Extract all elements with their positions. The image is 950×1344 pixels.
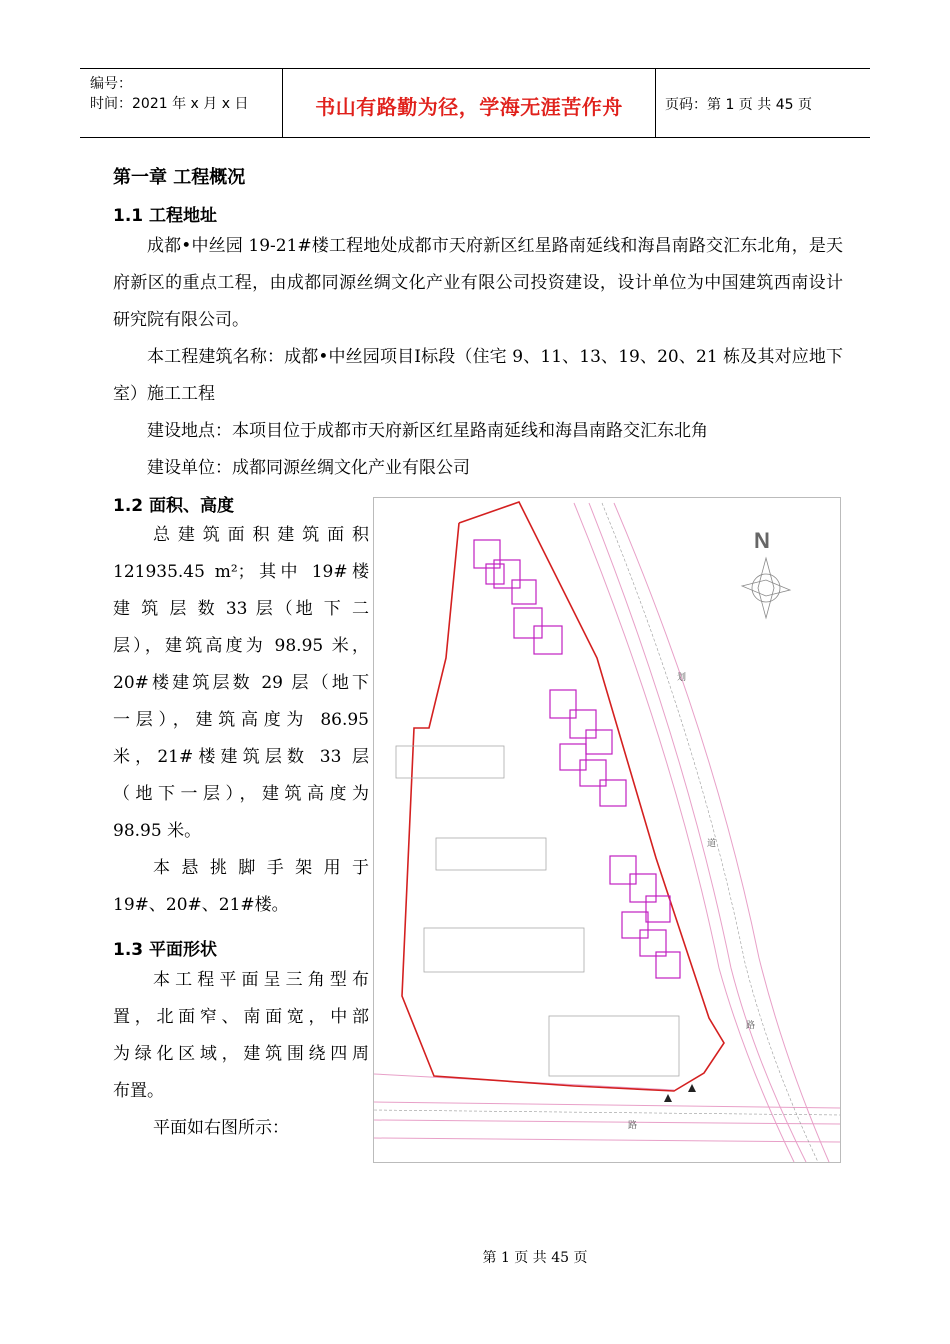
- compass-icon: [742, 558, 790, 618]
- road-label: 路: [628, 1121, 638, 1131]
- header-motto-cell: [282, 69, 656, 137]
- text-line: 本 悬 挑 脚 手 架 用 于: [153, 858, 369, 878]
- page-header: [80, 68, 870, 138]
- text-line: 本工程平面呈三角型布: [153, 970, 369, 990]
- section-title-1-3: 1.3 平面形状: [113, 940, 218, 960]
- doc-number-label: 编号：: [90, 76, 132, 92]
- north-label: N: [754, 528, 770, 553]
- text-line: 20#楼建筑层数 29 层（地下: [113, 673, 369, 693]
- site-plan-figure: [373, 497, 841, 1163]
- text-line: 层），建筑高度为 98.95 米，: [113, 636, 369, 656]
- text-line: 平面如右图所示：: [153, 1118, 289, 1138]
- paragraph: 建设地点：本项目位于成都市天府新区红星路南延线和海昌南路交汇东北角: [147, 421, 708, 441]
- header-page-number: 页码：第 1 页 共 45 页: [665, 97, 812, 113]
- header-motto: 书山有路勤为径，学海无涯苦作舟: [315, 95, 623, 119]
- road-label: 道: [707, 839, 717, 849]
- text-line: 121935.45 m²；其中 19#楼: [113, 562, 369, 582]
- section-title-1-2: 1.2 面积、高度: [113, 496, 235, 516]
- section-title-1-1: 1.1 工程地址: [113, 206, 218, 226]
- road-label: 路: [746, 1021, 756, 1031]
- section-1-3-body: [113, 962, 369, 1147]
- doc-date-label: 时间：2021 年 x 月 x 日: [90, 96, 249, 112]
- chapter-title: 第一章 工程概况: [113, 167, 246, 188]
- text-line: 19#、20#、21#楼。: [113, 895, 289, 915]
- page-footer: 第 1 页 共 45 页: [482, 1250, 588, 1266]
- text-line: 布置。: [113, 1081, 164, 1101]
- section-1-2-body: [113, 517, 369, 924]
- section-1-1-body: [113, 228, 843, 487]
- text-line: 总 建 筑 面 积 建 筑 面 积: [153, 525, 369, 545]
- paragraph: 建设单位：成都同源丝绸文化产业有限公司: [147, 458, 470, 478]
- text-line: 米，21#楼建筑层数 33 层: [113, 747, 369, 767]
- road-label: 划: [677, 673, 687, 683]
- buildings-colored: [474, 540, 680, 978]
- text-line: 建 筑 层 数 33 层（地 下 二: [113, 599, 369, 619]
- paragraph: 成都•中丝园 19-21#楼工程地处成都市天府新区红星路南延线和海昌南路交汇东北角，是天府新区的重点工程，由成都同源丝绸文化产业有限公司投资建设，设计单位为中国建筑西南设计研究院有限公司。: [113, 236, 843, 330]
- text-line: 为绿化区域，建筑围绕四周: [113, 1044, 369, 1064]
- header-meta-cell: [80, 69, 282, 137]
- site-plan-drawing: [374, 498, 840, 1162]
- text-line: （地下一层），建筑高度为: [113, 784, 369, 804]
- text-line: 98.95 米。: [113, 821, 202, 841]
- paragraph: 本工程建筑名称：成都•中丝园项目Ⅰ标段（住宅 9、11、13、19、20、21 栋及其对应地下室）施工工程: [113, 347, 843, 404]
- site-boundary: [402, 502, 724, 1091]
- text-line: 一层），建筑高度为 86.95: [113, 710, 369, 730]
- buildings-grey: [396, 746, 679, 1076]
- header-page-cell: [655, 69, 870, 137]
- text-line: 置，北面窄、南面宽，中部: [113, 1007, 369, 1027]
